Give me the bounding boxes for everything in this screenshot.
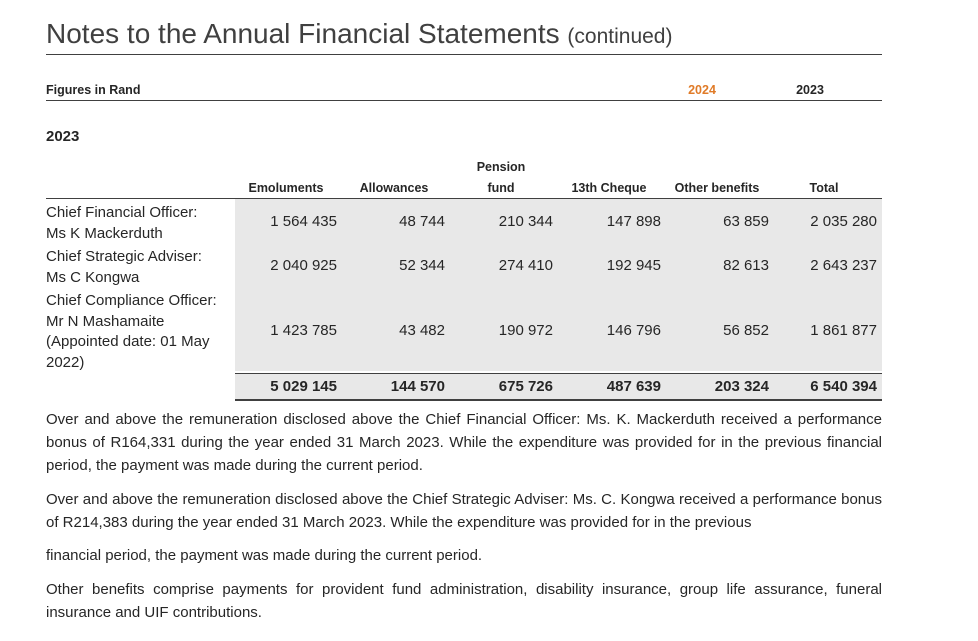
note-paragraph-other-benefits: Other benefits comprise payments for provident fund administration, disability insurance, group life assurance, funeral insurance and UIF contributions. [46,581,882,621]
note-paragraph-cfo-bonus: Over and above the remuneration disclosed above the Chief Financial Officer: Ms. K. Mackerduth received a performance bonus of R164,331 during the year ended 31 March 2023. While the expenditure was provided for in the previous financial period, the payment was made during the current period. [46,411,882,474]
row-label: Ms C Kongwa [46,269,140,286]
cell-allowances: 43 482 [399,322,445,339]
cell-total: 2 035 280 [810,213,877,230]
cell-allowances: 52 344 [399,257,445,274]
col-header-pension: Pension [476,160,526,174]
col-header-allowances: Allowances [359,181,429,195]
section-year: 2023 [46,128,80,145]
cell-total: 2 643 237 [810,257,877,274]
cell-13th-cheque: 192 945 [606,257,661,274]
cell-13th-cheque: 146 796 [606,322,661,339]
figures-header-row [46,82,882,101]
row-label: Ms K Mackerduth [46,225,163,242]
total-other-benefits: 203 324 [714,378,769,395]
cell-pension: 190 972 [498,322,553,339]
cell-pension: 210 344 [498,213,553,230]
year-prior: 2023 [796,83,824,97]
cell-pension: 274 410 [498,257,553,274]
total-allowances: 144 570 [390,378,445,395]
row-label: Chief Financial Officer: [46,204,198,221]
row-label: Chief Strategic Adviser: [46,248,202,265]
title-suffix: (continued) [567,25,673,48]
cell-allowances: 48 744 [399,213,445,230]
cell-emoluments: 1 564 435 [270,213,337,230]
year-current: 2024 [688,83,716,97]
cell-other-benefits: 56 852 [723,322,769,339]
title-main: Notes to the Annual Financial Statements [46,18,560,49]
note-paragraph-csa-bonus: Over and above the remuneration disclosed above the Chief Strategic Adviser: Ms. C. Kongwa received a performance bonus of R214,383 during the year ended 31 March 2023. While the expenditure was provided for in the previous [46,491,882,531]
figures-label: Figures in Rand [46,83,141,97]
col-header-emoluments: Emoluments [248,181,324,195]
page-title [46,18,882,55]
cell-emoluments: 2 040 925 [270,257,337,274]
cell-total: 1 861 877 [810,322,877,339]
col-header-13th-cheque: 13th Cheque [571,181,647,195]
cell-13th-cheque: 147 898 [606,213,661,230]
cell-emoluments: 1 423 785 [270,322,337,339]
cell-other-benefits: 63 859 [723,213,769,230]
note-paragraph-csa-bonus-cont: financial period, the payment was made during the current period. [46,547,483,564]
total-13th-cheque: 487 639 [606,378,661,395]
row-label: Mr N Mashamaite [46,313,165,330]
row-label: Chief Compliance Officer: [46,292,217,309]
col-header-other-benefits: Other benefits [674,181,760,195]
total-emoluments: 5 029 145 [270,378,337,395]
total-pension: 675 726 [498,378,553,395]
cell-other-benefits: 82 613 [723,257,769,274]
row-label: (Appointed date: 01 May [46,333,210,350]
row-label: 2022) [46,354,85,371]
col-header-total: Total [809,181,839,195]
col-header-fund: fund [487,181,515,195]
total-grand: 6 540 394 [810,378,877,395]
